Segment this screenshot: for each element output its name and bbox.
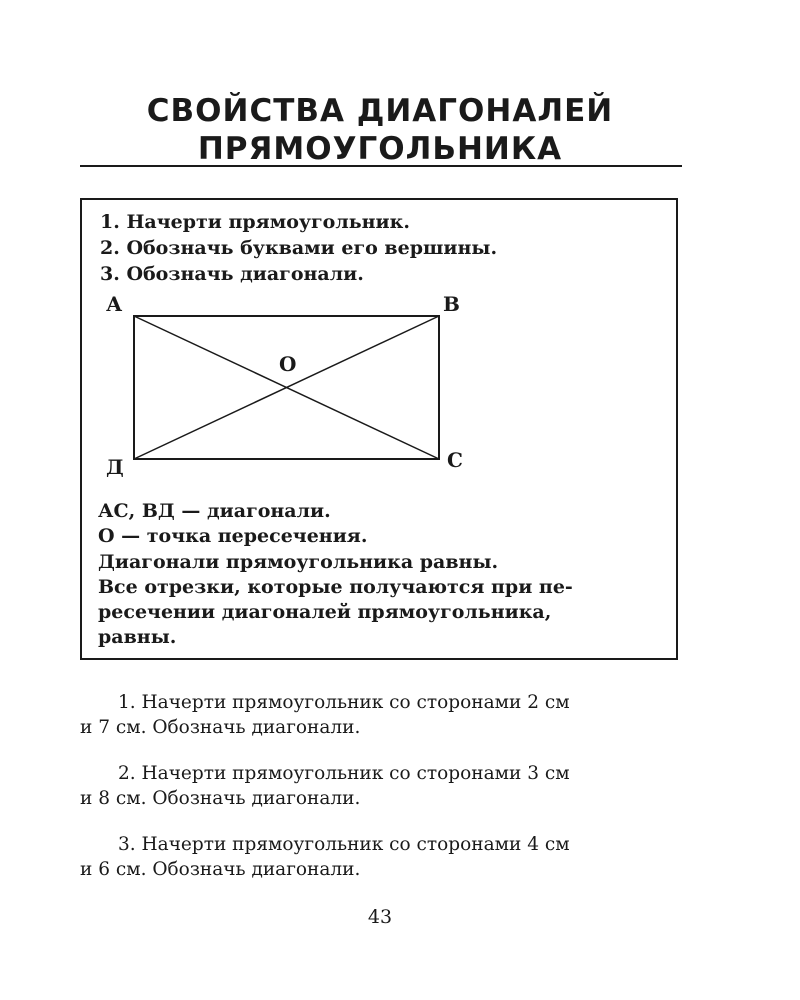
page-title-line-1: СВОЙСТВА ДИАГОНАЛЕЙ (146, 93, 614, 129)
fact-line-5: ресечении диагоналей прямоугольника, (98, 601, 552, 623)
instruction-step-1: 1. Начерти прямоугольник. (100, 211, 410, 233)
page-title-line-2: ПРЯМОУГОЛЬНИКА (197, 131, 563, 167)
vertex-label-b: В (443, 292, 460, 316)
task-1-line-2: и 7 см. Обозначь диагонали. (80, 717, 361, 738)
task-3-line-1: 3. Начерти прямоугольник со сторонами 4 см (118, 834, 570, 855)
vertex-label-d: Д (106, 455, 124, 479)
vertex-label-a: А (106, 292, 123, 316)
page-number: 43 (367, 906, 393, 928)
fact-line-4: Все отрезки, которые получаются при пе- (98, 576, 573, 598)
task-2 (80, 761, 680, 811)
instruction-step-3: 3. Обозначь диагонали. (100, 263, 364, 285)
fact-line-2: О — точка пересечения. (98, 525, 368, 547)
task-1-line-1: 1. Начерти прямоугольник со сторонами 2 см (118, 692, 570, 713)
fact-line-3: Диагонали прямоугольника равны. (98, 551, 499, 573)
center-label-o: О (279, 352, 297, 376)
instruction-step-2: 2. Обозначь буквами его вершины. (100, 237, 498, 259)
task-2-line-1: 2. Начерти прямоугольник со сторонами 3 см (118, 763, 570, 784)
vertex-label-c: С (447, 448, 463, 472)
fact-line-1: АС, ВД — диагонали. (98, 500, 331, 522)
task-3 (80, 832, 680, 882)
fact-line-6: равны. (98, 626, 177, 648)
task-1 (80, 690, 680, 740)
task-2-line-2: и 8 см. Обозначь диагонали. (80, 788, 361, 809)
task-3-line-2: и 6 см. Обозначь диагонали. (80, 859, 361, 880)
